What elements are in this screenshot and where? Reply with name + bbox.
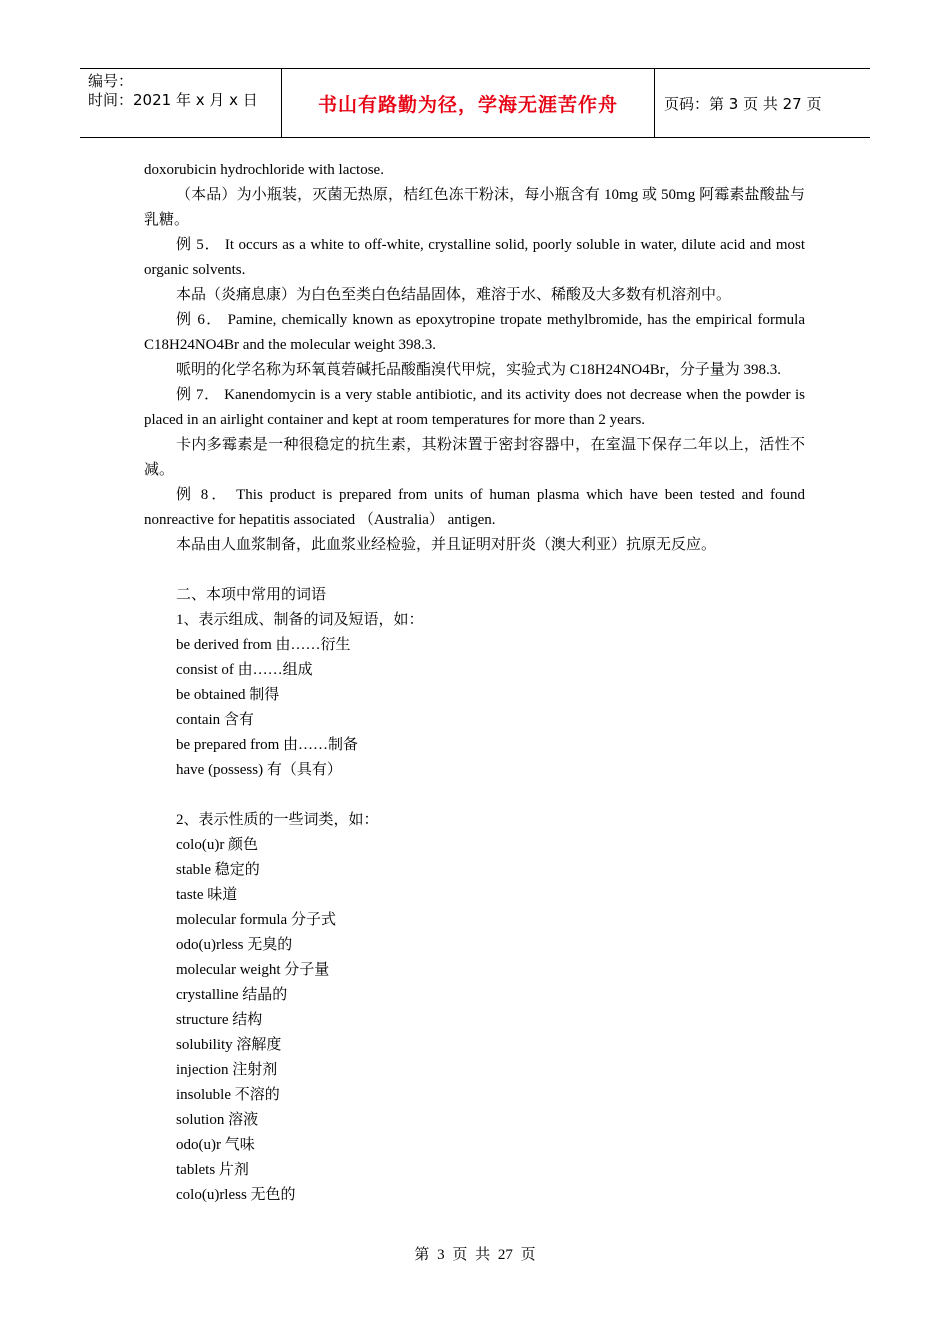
vocab-item: be obtained 制得: [176, 687, 280, 703]
vocab-item: molecular weight 分子量: [176, 962, 330, 978]
vocab-item: injection 注射剂: [176, 1062, 278, 1078]
header-info: [88, 69, 280, 137]
motto-text: 书山有路勤为径，学海无涯苦作舟: [317, 93, 618, 116]
vocab-item: contain 含有: [176, 712, 254, 728]
paragraph: 卡内多霉素是一种很稳定的抗生素，其粉沫置于密封容器中，在室温下保存二年以上，活性不减。: [144, 437, 805, 478]
vocab-item: have (possess) 有（具有）: [176, 762, 342, 778]
spacer: [144, 783, 805, 808]
vocab-item: be derived from 由……衍生: [176, 637, 351, 653]
header-divider: [654, 69, 655, 137]
header-page-number: 页码：第 3 页 共 27 页: [664, 94, 822, 113]
vocab-item: colo(u)r 颜色: [176, 837, 259, 853]
vocab-item: odo(u)rless 无臭的: [176, 937, 293, 953]
vocab-item: stable 稳定的: [176, 862, 260, 878]
vocab-item: consist of 由……组成: [176, 662, 313, 678]
document-date: 时间：2021 年 x 月 x 日: [88, 91, 258, 109]
header-motto: [282, 69, 654, 137]
vocab-item: tablets 片剂: [176, 1162, 249, 1178]
paragraph: 本品由人血浆制备，此血浆业经检验，并且证明对肝炎（澳大利亚）抗原无反应。: [176, 537, 717, 553]
list-heading: 1、表示组成、制备的词及短语，如：: [176, 612, 424, 628]
paragraph: （本品）为小瓶装，灭菌无热原，桔红色冻干粉沫，每小瓶含有 10mg 或 50mg 阿霉素盐酸盐与乳糖。: [144, 187, 805, 228]
vocab-item: taste 味道: [176, 887, 238, 903]
paragraph: 例 6． Pamine, chemically known as epoxytropine tropate methylbromide, has the empirical formula C18H24NO4Br and the molecular weight 398.3.: [144, 312, 805, 353]
paragraph: 哌明的化学名称为环氧莨菪碱托品酸酯溴代甲烷，实验式为 C18H24NO4Br，分子量为 398.3.: [176, 362, 782, 378]
spacer: [144, 558, 805, 583]
paragraph: 例 8． This product is prepared from units of human plasma which have been tested and found nonreactive for hepatitis associated （Australia） antigen.: [144, 487, 805, 528]
paragraph: doxorubicin hydrochloride with lactose.: [144, 162, 384, 178]
vocab-item: colo(u)rless 无色的: [176, 1187, 296, 1203]
paragraph: 本品（炎痛息康）为白色至类白色结晶固体，难溶于水、稀酸及大多数有机溶剂中。: [176, 287, 732, 303]
vocab-item: be prepared from 由……制备: [176, 737, 359, 753]
document-body: [144, 158, 805, 1208]
vocab-item: structure 结构: [176, 1012, 263, 1028]
vocab-item: crystalline 结晶的: [176, 987, 288, 1003]
page-footer: 第 3 页 共 27 页: [414, 1247, 536, 1263]
document-number-label: 编号：: [88, 72, 134, 90]
paragraph: 例 7． Kanendomycin is a very stable antibiotic, and its activity does not decrease when the powder is placed in an airlight container and kept at room temperatures for more than 2 years.: [144, 387, 805, 428]
vocab-item: insoluble 不溶的: [176, 1087, 280, 1103]
list-heading: 2、表示性质的一些词类，如：: [176, 812, 379, 828]
paragraph: 例 5． It occurs as a white to off-white, crystalline solid, poorly soluble in water, dilute acid and most organic solvents.: [144, 237, 805, 278]
vocab-item: odo(u)r 气味: [176, 1137, 255, 1153]
page-header: [80, 68, 870, 138]
vocab-item: molecular formula 分子式: [176, 912, 336, 928]
section-heading: 二、本项中常用的词语: [176, 587, 327, 603]
vocab-item: solubility 溶解度: [176, 1037, 282, 1053]
vocab-item: solution 溶液: [176, 1112, 259, 1128]
